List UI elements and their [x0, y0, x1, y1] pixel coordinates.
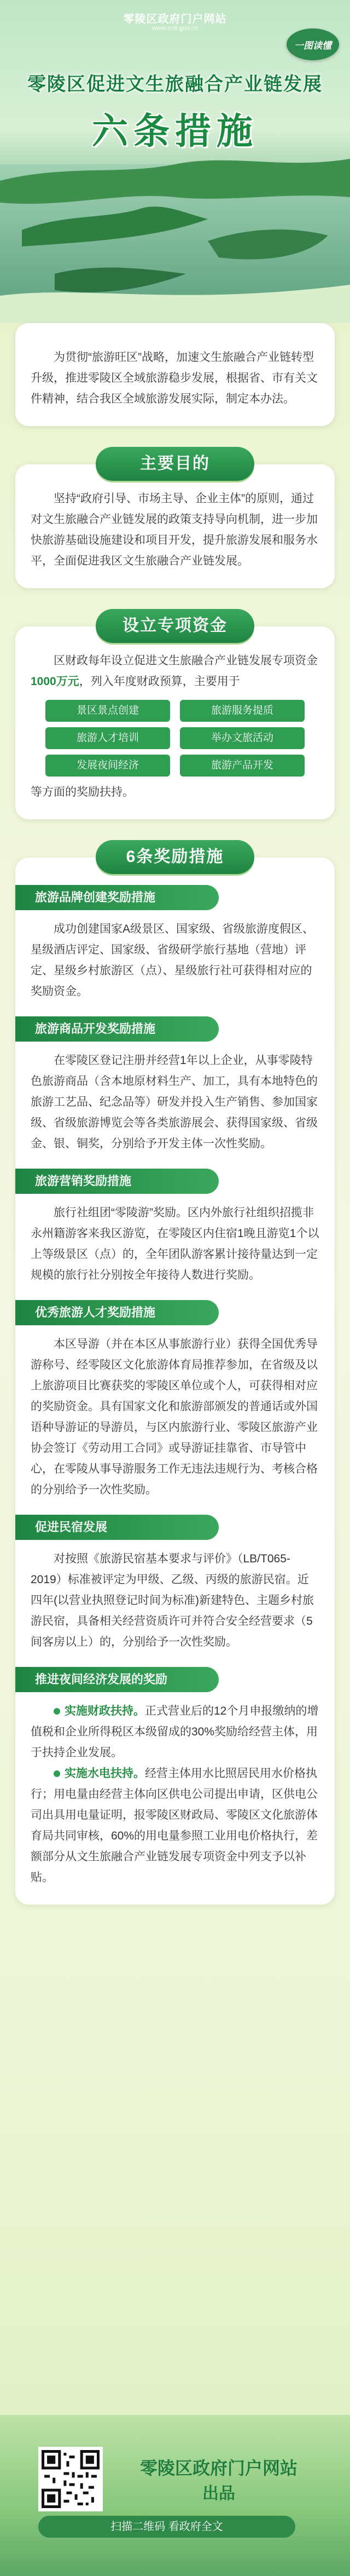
- footer-site-name: 零陵区政府门户网站: [139, 2458, 298, 2478]
- page-title: 零陵区促进文生旅融合产业链发展: [27, 74, 323, 95]
- hero-banner: [0, 0, 350, 323]
- footer-produced: 出品: [202, 2485, 235, 2503]
- tag-service-upgrade: 旅游服务提质: [180, 700, 305, 722]
- measure-2-heading: 旅游商品开发奖励措施: [15, 1016, 219, 1042]
- content: [0, 307, 350, 1905]
- bullet-2-label: 实施水电扶持。: [65, 1767, 145, 1780]
- purpose-text: 坚持“政府引导、市场主导、企业主体”的原则，通过对文生旅融合产业链发展的政策支持导向机制，进一步加快旅游基础设施建设和项目开发，提升旅游发展和服务水平，全面促进我区文生旅融合产业链发展。: [31, 492, 318, 567]
- fund-section-header: [0, 609, 350, 643]
- measure-2-text: 在零陵区登记注册并经营1年以上企业，从事零陵特色旅游商品（含本地原材料生产、加工，具有本地特色的旅游工艺品、纪念品等）研发并投入生产销售、参加国家级、省级旅游博览会等各类旅游展会、获得国家级、省级金、银、铜奖，分别给予开发主体一次性奖励。: [31, 1054, 318, 1150]
- fund-text-end: 等方面的奖励扶持。: [31, 786, 134, 798]
- intro-text: 为贯彻“旅游旺区”战略，加速文生旅融合产业链转型升级，推进零陵区全域旅游稳步发展，根据省、市有关文件精神，结合我区全域旅游发展实际，制定本办法。: [31, 351, 318, 405]
- tag-cultural-events: 举办文旅活动: [180, 727, 305, 749]
- fund-card: [15, 626, 335, 819]
- fund-text-before: 区财政每年设立促进文生旅融合产业链发展专项资金: [54, 654, 318, 667]
- measure-1-heading: 旅游品牌创建奖励措施: [15, 885, 219, 910]
- tag-scenic-creation: 景区景点创建: [45, 700, 170, 722]
- bullet-2-text: 经营主体用水比照居民用水价格执行；用电量由经营主体向区供电公司提出申请，区供电公司出具用电量证明，报零陵区财政局、零陵区文化旅游体育局共同审核，60%的用电量参照工业用电价格执行，差额部分从文生旅融合产业链发展专项资金中列支予以补贴。: [31, 1767, 318, 1884]
- qr-code-icon[interactable]: [38, 2447, 103, 2511]
- purpose-card: [15, 464, 335, 588]
- measure-4-text: 本区导游（并在本区从事旅游行业）获得全国优秀导游称号、经零陵区文化旅游体育局推荐参加，在省级及以上旅游项目比赛获奖的零陵区单位或个人，可获得相对应的奖励资金。具有国家文化和旅游部颁发的普通话或外国语种导游证的导游员，与区内旅游行业、零陵区旅游产业协会签订《劳动用工合同》或导游证挂靠省、市导管中心，在零陵从事导游服务工作无违法违规行为、考核合格的分别给予一次性奖励。: [31, 1338, 318, 1496]
- bullet-1-text: 正式营业后的12个月申报缴纳的增值税和企业所得税区本级留成的30%奖励给经营主体，用于扶持企业发展。: [31, 1705, 319, 1759]
- fund-text: [31, 651, 319, 692]
- tag-product-development: 旅游产品开发: [180, 755, 305, 777]
- bullet-1-label: 实施财政扶持。: [65, 1705, 145, 1717]
- measures-section-header: [0, 840, 350, 874]
- measure-3-heading: 旅游营销奖励措施: [15, 1169, 219, 1194]
- purpose-title: 主要目的: [96, 447, 254, 481]
- qr-caption: 扫描二维码 看政府全文: [38, 2516, 295, 2538]
- qr-code-pattern: [42, 2450, 100, 2508]
- measure-3-text: 旅行社组团“零陵游”奖励。区内外旅行社组织招揽非永州籍游客来我区游览，在零陵区内住宿1晚且游览1个以上等级景区（点）的，全年团队游客累计接待量达到一定规模的旅行社分别按全年接待人数进行奖励。: [31, 1206, 319, 1281]
- tag-night-economy: 发展夜间经济: [45, 755, 170, 777]
- site-url[interactable]: www.cnll.gov.cn: [151, 24, 199, 32]
- fund-title: 设立专项资金: [96, 609, 254, 643]
- badge-read-at-a-glance: 一图读懂: [287, 28, 339, 60]
- fund-amount: 1000万元: [31, 675, 79, 688]
- measure-5-text: 对按照《旅游民宿基本要求与评价》（LB/T065-2019）标准被评定为甲级、乙级、丙级的旅游民宿。近四年(以营业执照登记时间为标准)新建特色、主题乡村旅游民宿，具备相关经营资质许可并符合安全经营要求（5间客房以上）的，分别给予一次性奖励。: [31, 1553, 314, 1648]
- intro-card: [15, 323, 335, 426]
- footer: [0, 2415, 350, 2576]
- measure-6-heading: 推进夜间经济发展的奖励: [15, 1667, 219, 1692]
- measures-card: [15, 858, 335, 1905]
- measure-6-bullet-1: [31, 1701, 319, 1763]
- measure-5-heading: 促进民宿发展: [15, 1515, 219, 1540]
- measure-1-text: 成功创建国家A级景区、国家级、省级旅游度假区、星级酒店评定、国家级、省级研学旅行基地（营地）评定、星级乡村旅游区（点）、星级旅行社可获得相对应的奖励资金。: [31, 923, 314, 998]
- fund-usage-tags: [31, 700, 319, 777]
- measure-6-bullet-2: [31, 1763, 319, 1888]
- tag-talent-training: 旅游人才培训: [45, 727, 170, 749]
- bullet-dot-icon: [54, 1770, 60, 1777]
- site-name: 零陵区政府门户网站: [123, 13, 227, 25]
- page-subtitle: 六条措施: [92, 111, 258, 151]
- fund-text-after: ，列入年度财政预算，主要用于: [79, 675, 240, 688]
- bullet-dot-icon: [54, 1708, 60, 1715]
- purpose-section-header: [0, 447, 350, 481]
- measure-4-heading: 优秀旅游人才奖励措施: [15, 1300, 219, 1325]
- measures-title: 6条奖励措施: [96, 840, 254, 874]
